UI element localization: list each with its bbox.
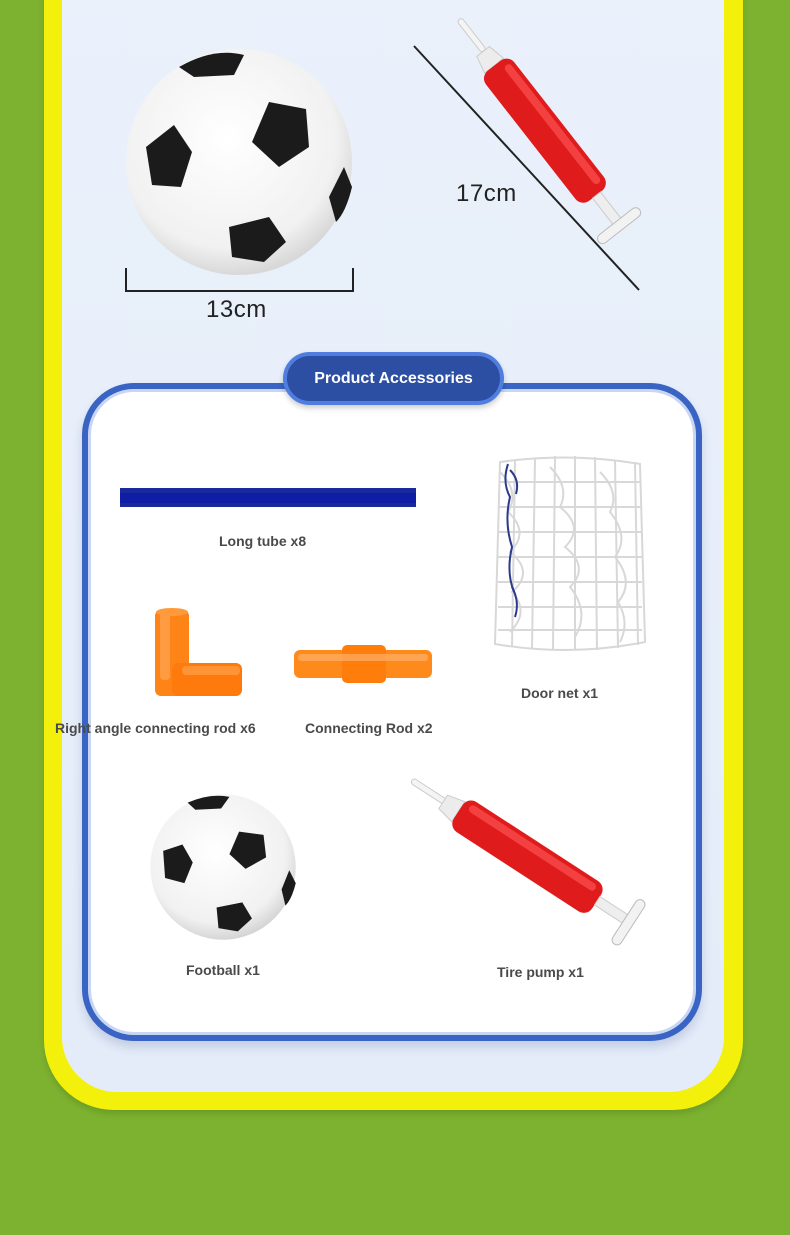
soccer-ball-large-icon <box>124 47 354 277</box>
accessory-label-right-angle-rod: Right angle connecting rod x6 <box>55 720 256 736</box>
ball-dimension-line <box>125 268 355 293</box>
elbow-connector-icon <box>152 608 244 698</box>
hand-pump-large-icon <box>440 25 680 275</box>
straight-connector-icon <box>294 645 432 683</box>
accessory-label-connecting-rod: Connecting Rod x2 <box>305 720 433 736</box>
accessory-label-long-tube: Long tube x8 <box>219 533 307 549</box>
blue-tube-icon <box>119 487 417 509</box>
section-title: Product Accessories <box>283 352 504 405</box>
accessory-label-door-net: Door net x1 <box>521 685 599 701</box>
hand-pump-icon <box>428 785 668 955</box>
accessory-label-tire-pump: Tire pump x1 <box>497 964 584 980</box>
goal-net-icon <box>490 452 650 657</box>
pump-dimension-label: 17cm <box>456 180 517 207</box>
ball-dimension-label: 13cm <box>206 296 267 323</box>
soccer-ball-icon <box>149 793 297 941</box>
accessory-label-football: Football x1 <box>186 962 260 978</box>
